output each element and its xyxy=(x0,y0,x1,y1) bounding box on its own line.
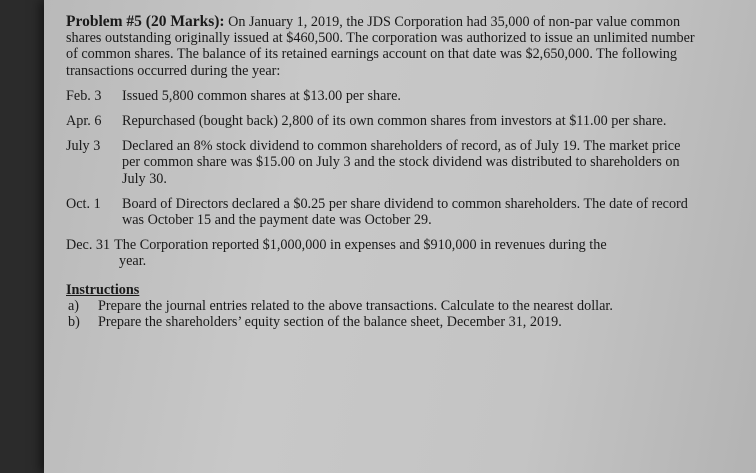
instruction-item xyxy=(66,314,696,330)
problem-heading: Problem #5 (20 Marks): xyxy=(66,13,225,30)
problem-text-block xyxy=(66,14,696,330)
instruction-text: Prepare the journal entries related to the above transactions. Calculate to the nearest dollar. xyxy=(98,297,613,314)
problem-intro-text: On January 1, 2019, the JDS Corporation had 35,000 of non-par value common shares outstanding originally issued at $460,500. The corporation was authorized to issue an unlimited number of common shares. The balance of its retained earnings account on that date was $2,650,000. The following transactions occurred during the year: xyxy=(66,14,695,79)
transaction-dec-31 xyxy=(66,237,696,269)
transaction-text: Board of Directors declared a $0.25 per share dividend to common shareholders. The date of record was October 15 and the payment date was October 29. xyxy=(122,195,688,229)
instruction-letter: a) xyxy=(68,297,80,314)
transaction-text: Declared an 8% stock dividend to common shareholders of record, as of July 19. The market price per common share was $15.00 on July 3 and the stock dividend was distributed to shareholders on July 30. xyxy=(122,138,681,187)
transaction-date: Apr. 6 xyxy=(66,113,102,130)
transaction-text: The Corporation reported $1,000,000 in expenses and $910,000 in revenues during the xyxy=(114,237,607,254)
transaction-feb-3 xyxy=(66,88,696,104)
transaction-july-3 xyxy=(66,138,696,187)
instructions-heading: Instructions xyxy=(66,281,140,298)
transaction-apr-6 xyxy=(66,113,696,129)
problem-intro xyxy=(66,14,696,79)
transaction-text: Repurchased (bought back) 2,800 of its own common shares from investors at $11.00 per share. xyxy=(122,113,667,130)
instruction-item xyxy=(66,298,696,314)
transaction-date: Feb. 3 xyxy=(66,87,102,104)
instruction-text: Prepare the shareholders’ equity section of the balance sheet, December 31, 2019. xyxy=(98,314,562,331)
transaction-text: Issued 5,800 common shares at $13.00 per share. xyxy=(122,87,401,104)
transaction-date: Oct. 1 xyxy=(66,195,101,212)
transaction-date: Dec. 31 xyxy=(66,237,111,254)
transaction-text-continued: year. xyxy=(119,253,147,270)
instruction-letter: b) xyxy=(68,314,80,331)
transaction-oct-1 xyxy=(66,196,696,228)
transaction-date: July 3 xyxy=(66,138,101,155)
